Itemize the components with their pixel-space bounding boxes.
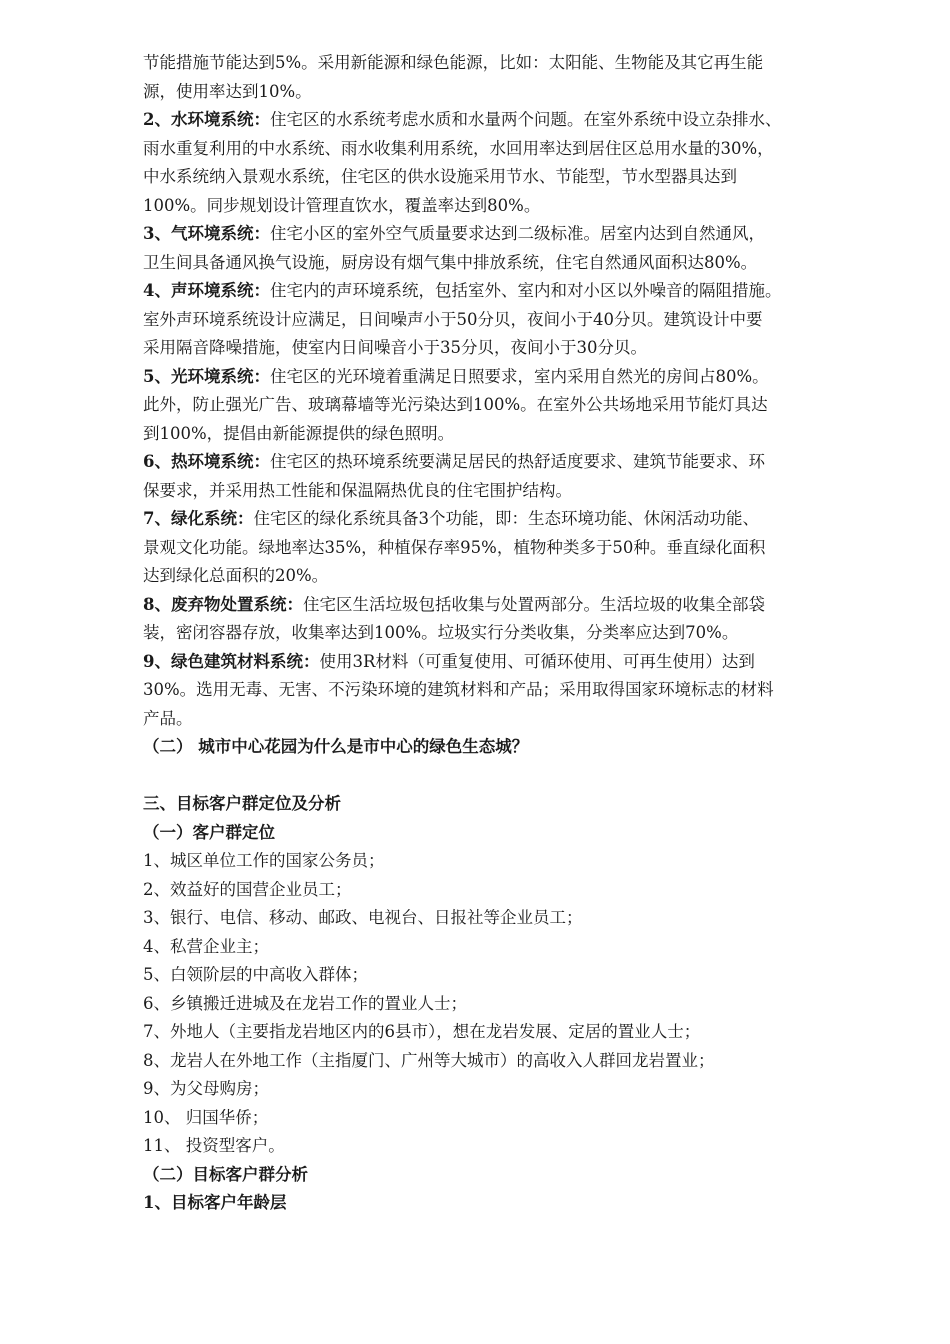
item-text: 住宅区的水系统考虑水质和水量两个问题。在室外系统中设立杂排水、 xyxy=(269,110,782,129)
water-system-item xyxy=(143,106,878,135)
paragraph-line: 室外声环境系统设计应满足，日间噪声小于50分贝，夜间小于40分贝。建筑设计中要 xyxy=(143,309,763,329)
paragraph-line: 中水系统纳入景观水系统，住宅区的供水设施采用节水、节能型，节水型器具达到 xyxy=(143,167,737,186)
item-label: 5、光环境系统： xyxy=(143,366,270,386)
section-title: 三、目标客户群定位及分析 xyxy=(143,794,341,813)
item-label: 3、气环境系统： xyxy=(143,224,270,243)
item-text: 使用3R材料（可重复使用、可循环使用、可再生使用）达到 xyxy=(319,651,755,671)
item-label: 9、绿色建筑材料系统： xyxy=(143,651,320,671)
paragraph-line: 30%。选用无毒、无害、不污染环境的建筑材料和产品；采用取得国家环境标志的材料 xyxy=(143,680,774,699)
list-item: 1、城区单位工作的国家公务员； xyxy=(143,851,385,870)
heat-system-item xyxy=(143,448,878,477)
item-label: 6、热环境系统： xyxy=(143,452,270,471)
paragraph-line: 采用隔音降噪措施，使室内日间噪音小于35分贝，夜间小于30分贝。 xyxy=(143,338,647,357)
subsection-title: （二）目标客户群分析 xyxy=(143,1164,308,1184)
item-text: 住宅小区的室外空气质量要求达到二级标准。居室内达到自然通风， xyxy=(269,224,765,243)
list-item: 8、龙岩人在外地工作（主指厦门、广州等大城市）的高收入人群回龙岩置业； xyxy=(143,1050,715,1070)
greening-system-item xyxy=(143,505,878,534)
materials-system-item xyxy=(143,648,878,677)
list-item: 9、为父母购房； xyxy=(143,1079,269,1098)
item-label: 8、废弃物处置系统： xyxy=(143,594,303,614)
paragraph-line: 产品。 xyxy=(143,708,193,728)
paragraph-line: 卫生间具备通风换气设施，厨房设有烟气集中排放系统，住宅自然通风面积达80%。 xyxy=(143,252,758,272)
sound-system-item xyxy=(143,277,878,306)
item-label: 7、绿化系统： xyxy=(143,509,254,528)
light-system-item xyxy=(143,363,878,392)
paragraph-line: 节能措施节能达到5%。采用新能源和绿色能源，比如：太阳能、生物能及其它再生能 xyxy=(143,53,764,72)
blank-line xyxy=(143,762,878,791)
document-page xyxy=(143,49,878,1218)
list-item: 6、乡镇搬迁进城及在龙岩工作的置业人士； xyxy=(143,993,467,1013)
paragraph-line: 此外，防止强光广告、玻璃幕墙等光污染达到100%。在室外公共场地采用节能灯具达 xyxy=(143,395,768,414)
item-text: 住宅内的声环境系统，包括室外、室内和对小区以外噪音的隔阻措施。 xyxy=(269,281,782,300)
paragraph-line: 源，使用率达到10%。 xyxy=(143,81,312,101)
list-item: 4、私营企业主； xyxy=(143,936,269,956)
list-item: 3、银行、电信、移动、邮政、电视台、日报社等企业员工； xyxy=(143,908,583,927)
question-heading: （二） 城市中心花园为什么是市中心的绿色生态城？ xyxy=(143,737,529,756)
air-system-item xyxy=(143,220,878,249)
subsection-title: （一）客户群定位 xyxy=(143,822,275,842)
list-item: 10、 归国华侨； xyxy=(143,1107,269,1127)
item-text: 住宅区的光环境着重满足日照要求，室内采用自然光的房间占80%。 xyxy=(269,366,769,386)
paragraph-line: 100%。同步规划设计管理直饮水，覆盖率达到80%。 xyxy=(143,195,541,215)
list-item: 5、白领阶层的中高收入群体； xyxy=(143,965,368,984)
paragraph-line: 达到绿化总面积的20%。 xyxy=(143,566,329,585)
paragraph-line: 雨水重复利用的中水系统、雨水收集利用系统，水回用率达到居住区总用水量的30%， xyxy=(143,138,774,158)
paragraph-line: 到100%，提倡由新能源提供的绿色照明。 xyxy=(143,423,455,443)
item-label: 2、水环境系统： xyxy=(143,110,270,129)
item-text: 住宅区生活垃圾包括收集与处置两部分。生活垃圾的收集全部袋 xyxy=(302,594,765,614)
item-text: 住宅区的绿化系统具备3个功能，即：生态环境功能、休闲活动功能、 xyxy=(253,509,759,528)
subsection-item: 1、目标客户年龄层 xyxy=(143,1193,287,1212)
list-item: 2、效益好的国营企业员工； xyxy=(143,879,352,899)
item-text: 住宅区的热环境系统要满足居民的热舒适度要求、建筑节能要求、环 xyxy=(269,452,765,471)
paragraph-line: 景观文化功能。绿地率达35%，种植保存率95%，植物种类多于50种。垂直绿化面积 xyxy=(143,537,766,557)
paragraph-line: 保要求，并采用热工性能和保温隔热优良的住宅围护结构。 xyxy=(143,480,572,500)
item-label: 4、声环境系统： xyxy=(143,281,270,300)
list-item: 7、外地人（主要指龙岩地区内的6县市），想在龙岩发展、定居的置业人士； xyxy=(143,1022,701,1041)
paragraph-line: 装，密闭容器存放，收集率达到100%。垃圾实行分类收集，分类率应达到70%。 xyxy=(143,623,739,642)
waste-system-item xyxy=(143,591,878,620)
list-item: 11、 投资型客户。 xyxy=(143,1136,285,1155)
